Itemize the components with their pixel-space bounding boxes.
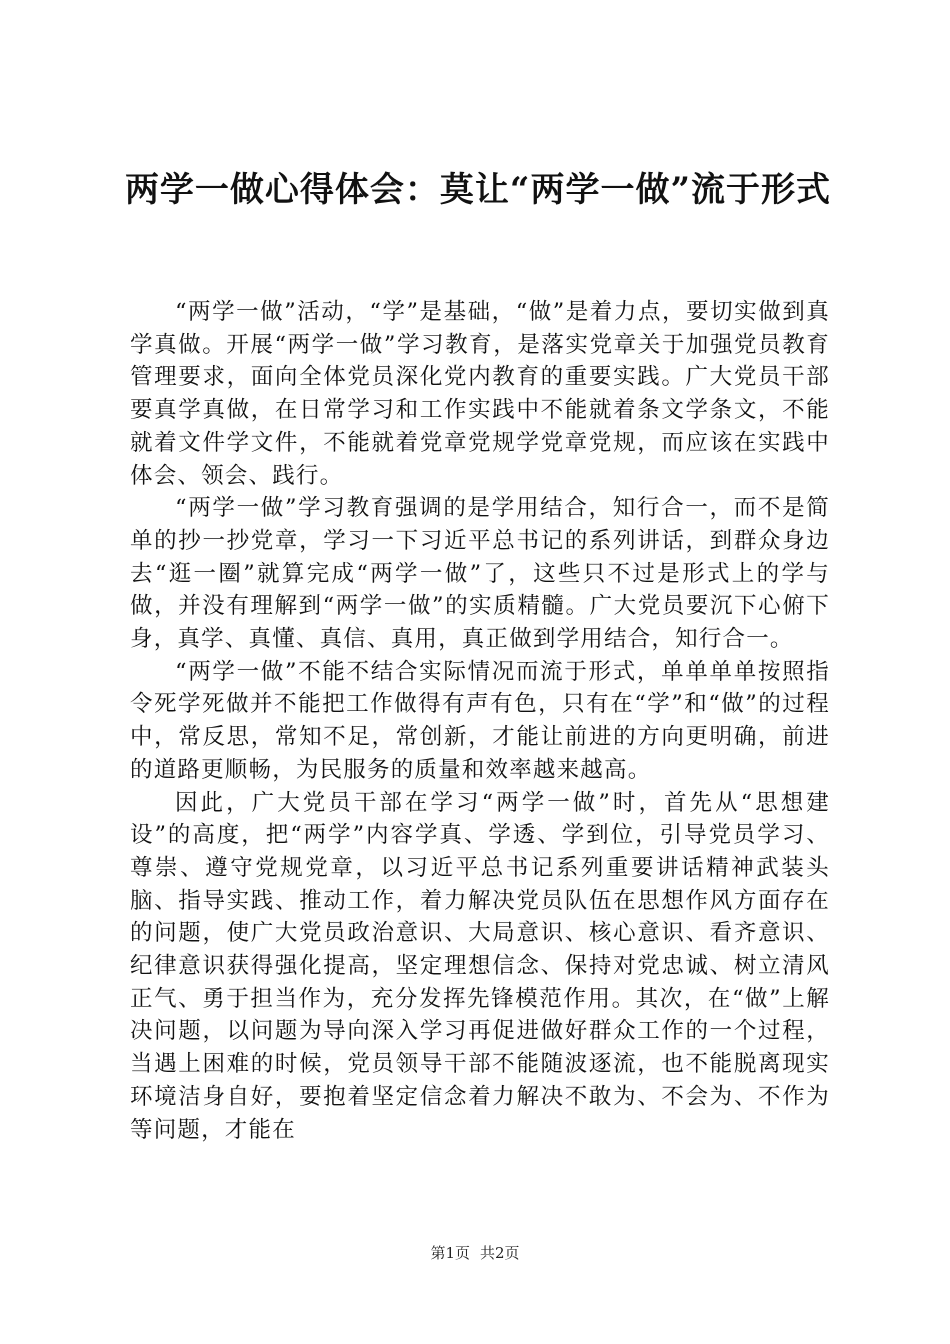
paragraph-2: “两学一做”学习教育强调的是学用结合，知行合一，而不是简单的抄一抄党章，学习一下习近平总书记的系列讲话，到群众身边去“逛一圈”就算完成“两学一做”了，这些只不过是形式上的学与做，并没有理解到“两学一做”的实质精髓。广大党员要沉下心俯下身，真学、真懂、真信、真用，真正做到学用结合，知行合一。 [130,495,830,653]
paragraph-3: “两学一做”不能不结合实际情况而流于形式，单单单单按照指令死学死做并不能把工作做得有声有色，只有在“学”和“做”的过程中，常反思，常知不足，常创新，才能让前进的方向更明确，前进的道路更顺畅，为民服务的质量和效率越来越高。 [130,658,830,783]
page-number-current: 第1页 [430,1244,470,1262]
document-title: 两学一做心得体会：莫让“两学一做”流于形式 [124,170,832,210]
page-footer [0,1243,950,1263]
document-body [130,296,830,1146]
page-number-total: 共2页 [480,1244,520,1262]
paragraph-4: 因此，广大党员干部在学习“两学一做”时，首先从“思想建设”的高度，把“两学”内容学真、学透、学到位，引导党员学习、尊崇、遵守党规党章，以习近平总书记系列重要讲话精神武装头脑、指导实践、推动工作，着力解决党员队伍在思想作风方面存在的问题，使广大党员政治意识、大局意识、核心意识、看齐意识、纪律意识获得强化提高，坚定理想信念、保持对党忠诚、树立清风正气、勇于担当作为，充分发挥先锋模范作用。其次，在“做”上解决问题，以问题为导向深入学习再促进做好群众工作的一个过程，当遇上困难的时候，党员领导干部不能随波逐流，也不能脱离现实环境洁身自好，要抱着坚定信念着力解决不敢为、不会为、不作为等问题，才能在 [130,789,830,1143]
paragraph-1: “两学一做”活动，“学”是基础，“做”是着力点，要切实做到真学真做。开展“两学一做”学习教育，是落实党章关于加强党员教育管理要求，面向全体党员深化党内教育的重要实践。广大党员干部要真学真做，在日常学习和工作实践中不能就着条文学条文，不能就着文件学文件，不能就着党章党规学党章党规，而应该在实践中体会、领会、践行。 [130,299,830,489]
